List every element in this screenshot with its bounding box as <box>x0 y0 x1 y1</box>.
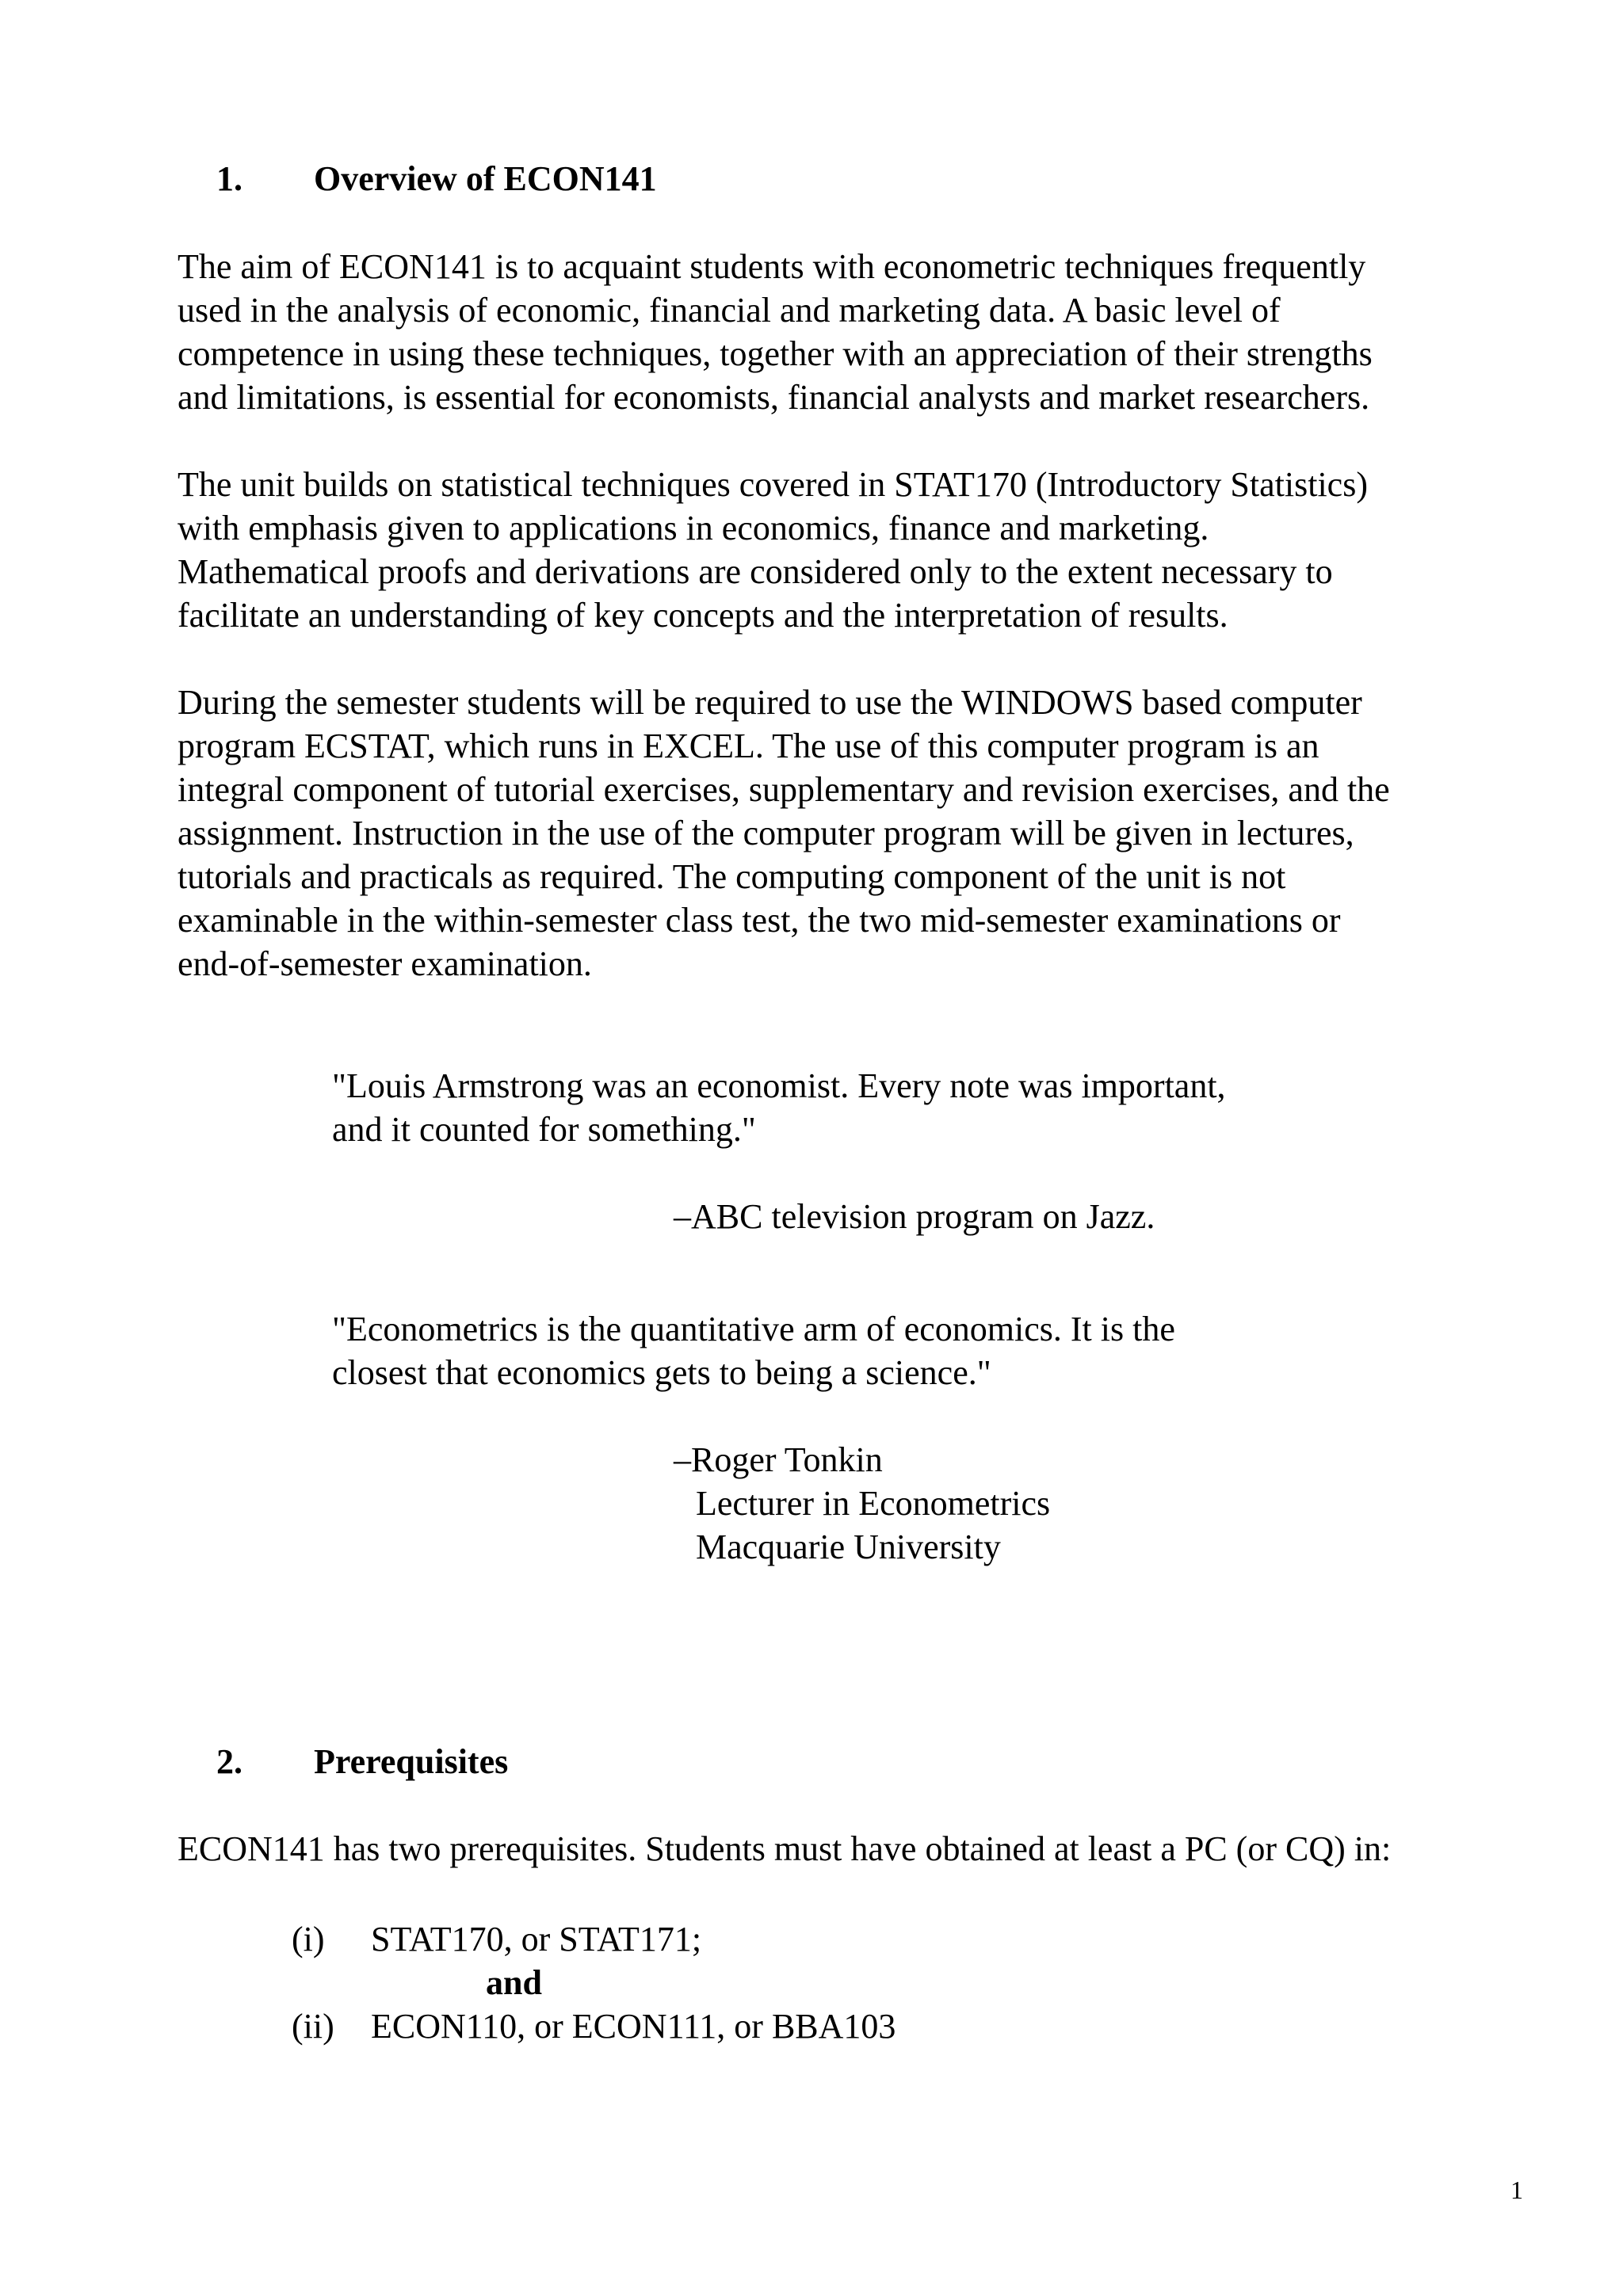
quote-attribution <box>674 1195 1155 1238</box>
paragraph-line: end-of-semester examination. <box>178 944 592 983</box>
page-number: 1 <box>1510 2176 1523 2204</box>
paragraph-aim <box>178 245 1541 419</box>
prerequisites-intro <box>178 1827 1541 1871</box>
attribution-line: Macquarie University <box>696 1527 1001 1566</box>
section-1-number: 1. <box>216 159 242 198</box>
paragraph-line: assignment. Instruction in the use of the computer program will be given in lectures, <box>178 814 1354 852</box>
prerequisites-connector: and <box>486 1963 542 2002</box>
quote-line: "Louis Armstrong was an economist. Every note was important, <box>332 1066 1226 1105</box>
prerequisites-list <box>292 1917 896 2048</box>
paragraph-computer-program <box>178 681 1541 986</box>
paragraph-line: and limitations, is essential for economists, financial analysts and market researchers. <box>178 378 1370 417</box>
quote-attribution <box>674 1438 1050 1569</box>
paragraph-line: with emphasis given to applications in economics, finance and marketing. <box>178 509 1209 547</box>
list-marker: (ii) <box>292 2007 334 2046</box>
attribution-line: –ABC television program on Jazz. <box>674 1197 1155 1236</box>
list-marker: (i) <box>292 1920 325 1958</box>
paragraph-unit-builds <box>178 463 1541 637</box>
list-item-text: ECON110, or ECON111, or BBA103 <box>371 2007 896 2046</box>
paragraph-line: During the semester students will be required to use the WINDOWS based computer <box>178 683 1362 722</box>
paragraph-line: facilitate an understanding of key concepts and the interpretation of results. <box>178 596 1228 635</box>
quote-tonkin <box>332 1307 1175 1394</box>
paragraph-line: ECON141 has two prerequisites. Students must have obtained at least a PC (or CQ) in: <box>178 1829 1392 1868</box>
section-1-heading <box>216 157 657 200</box>
section-1-title: Overview of ECON141 <box>314 159 657 198</box>
quote-line: closest that economics gets to being a science." <box>332 1353 991 1392</box>
paragraph-line: Mathematical proofs and derivations are considered only to the extent necessary to <box>178 552 1333 591</box>
section-2-number: 2. <box>216 1742 242 1781</box>
quote-line: "Econometrics is the quantitative arm of economics. It is the <box>332 1310 1175 1348</box>
paragraph-line: used in the analysis of economic, financial and marketing data. A basic level of <box>178 291 1281 330</box>
quote-line: and it counted for something." <box>332 1110 756 1149</box>
list-item <box>292 1917 896 1961</box>
section-2-title: Prerequisites <box>314 1742 509 1781</box>
list-item-text: STAT170, or STAT171; <box>371 1920 702 1958</box>
paragraph-line: integral component of tutorial exercises, supplementary and revision exercises, and the <box>178 770 1390 809</box>
paragraph-line: tutorials and practicals as required. The computing component of the unit is not <box>178 857 1286 896</box>
section-2-heading <box>216 1740 508 1783</box>
attribution-line: –Roger Tonkin <box>674 1440 883 1479</box>
attribution-line: Lecturer in Econometrics <box>696 1484 1051 1523</box>
paragraph-line: examinable in the within-semester class test, the two mid-semester examinations or <box>178 901 1341 940</box>
paragraph-line: competence in using these techniques, together with an appreciation of their strengths <box>178 334 1373 373</box>
list-item <box>292 2004 896 2048</box>
quote-armstrong <box>332 1064 1226 1151</box>
paragraph-line: The aim of ECON141 is to acquaint students with econometric techniques frequently <box>178 247 1366 286</box>
paragraph-line: The unit builds on statistical techniques covered in STAT170 (Introductory Statistics) <box>178 465 1368 504</box>
paragraph-line: program ECSTAT, which runs in EXCEL. The use of this computer program is an <box>178 727 1319 765</box>
